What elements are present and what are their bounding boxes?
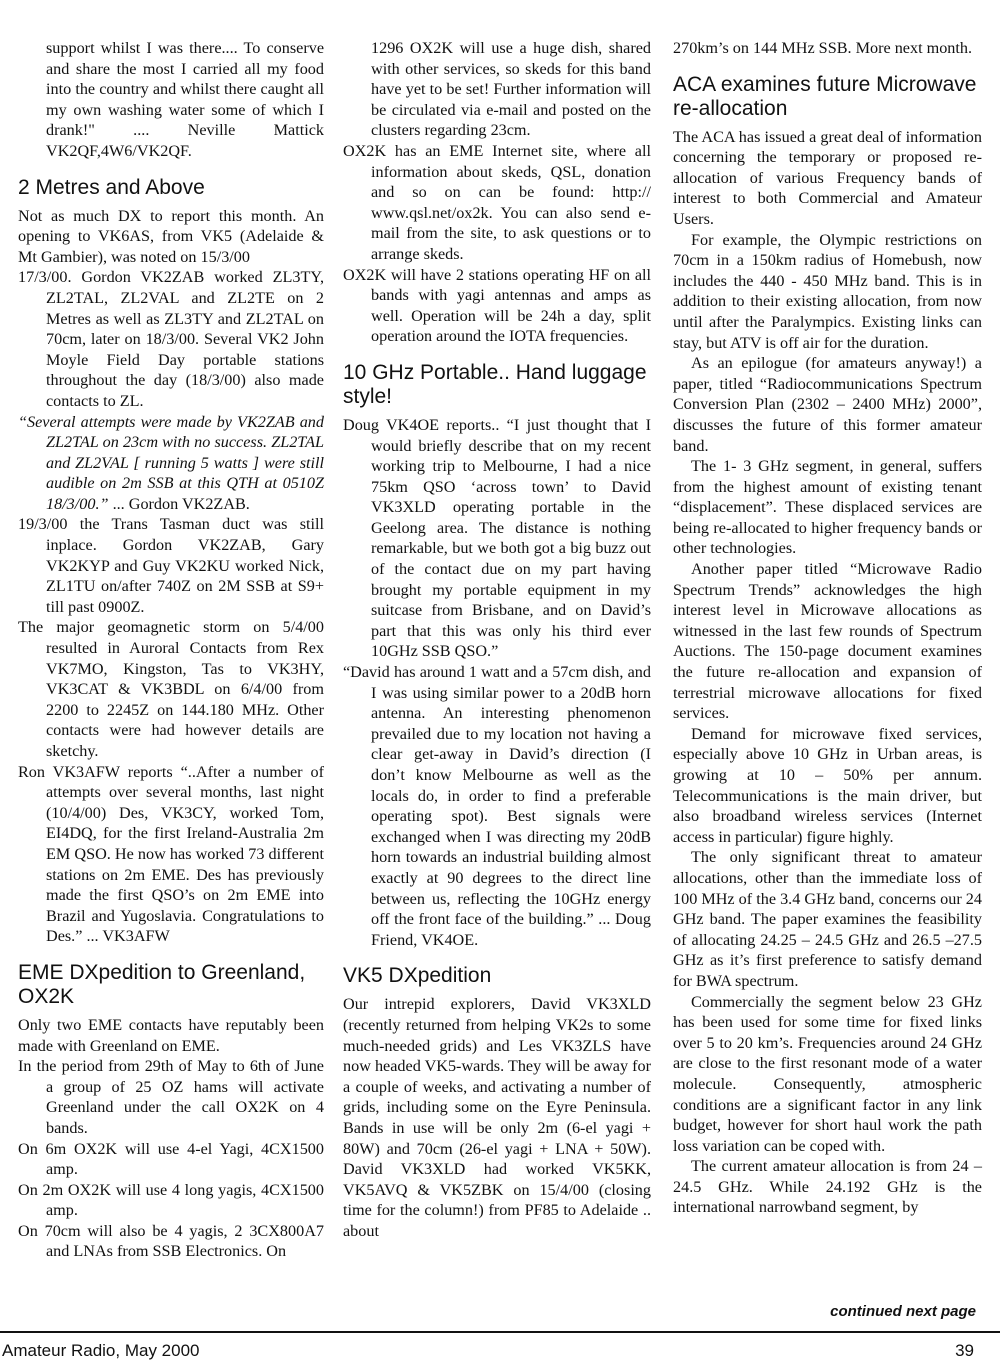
continued-next-page: continued next page [830,1303,976,1320]
paragraph-6m: On 6m OX2K will use 4-el Yagi, 4CX1500 amp. [18,1139,324,1179]
heading-aca-microwave: ACA examines future Microwave re-allocation [673,72,977,120]
paragraph-current-allocation: The current amateur allocation is from 24 – 24.5 GHz. While 24.192 GHz is the international narrowband segment, by [673,1157,982,1217]
paragraph-commercially: Commercially the segment below 23 GHz has been used for some time for fixed links over 5 to 20 km’s. Frequencies around 24 GHz are close to the first resonant mode of a water molecule. Consequently, atmospheric conditions are a significant factor in any link budget, however for short haul work the path loss variation can be coped with. [673,992,982,1155]
paragraph-ron-vk3afw: Ron VK3AFW reports “..After a number of attempts over several months, last night (10/4/00) Des, VK3CY, worked Tom, EI4DQ, for the first Ireland-Australia 2m EM QSO. He now has worked 73 different stations on 2m EME. Des has previously made the first QSO’s on 2m EME into Brazil and Yugoslavia. Congratulations to Des.” ... VK3AFW [18,762,324,946]
heading-vk5-dxpedition: VK5 DXpedition [343,964,492,988]
paragraph-2m: On 2m OX2K will use 4 long yagis, 4CX1500 amp. [18,1180,324,1220]
heading-10ghz-portable: 10 GHz Portable.. Hand luggage style! [343,360,647,408]
paragraph-quote-gordon [18,412,324,515]
paragraph-dx-report: Not as much DX to report this month. An opening to VK6AS, from VK5 (Adelaide & Mt Gambier), was noted on 15/3/00 [18,206,324,266]
paragraph-epilogue: As an epilogue (for amateurs anyway!) a paper, titled “Radiocommunications Spectrum Conversion Plan (2302 – 2400 MHz) 2000”, discusses the future of this former amateur band. [673,354,982,455]
footer-rule [0,1331,1000,1333]
paragraph-doug-reports: Doug VK4OE reports.. “I just thought that I would briefly describe that on my recent working trip to Melbourne, I had a nice 75km QSO ‘across town’ to David VK3XLD operating portable in the Geelong area. The distance is nothing remarkable, but we both got a big buzz out of the contact due on my part having brought my portable equipment in my suitcase from Brisbane, and on David’s part that this was only his third ever 10GHz SSB QSO.” [343,415,651,661]
paragraph-aca-issued: The ACA has issued a great deal of information concerning the temporary or proposed re-allocation of various Frequency bands of interest to both Commercial and Amateur Users. [673,127,982,228]
paragraph-greenland-contacts: Only two EME contacts have reputably been made with Greenland on EME. [18,1015,324,1055]
paragraph-intrepid-explorers: Our intrepid explorers, David VK3XLD (recently returned from helping VK2s to some much-needed grids) and Les VK3ZLS have now headed VK5-wards. They will be away for a couple of weeks, and activating a number of grids, including some on the Eyre Peninsula. Bands in use will be only 2m (6-el yagi + 80W) and 70cm (26-el yagi + LNA + 50W). David VK3XLD had worked VK5KK, VK5AVQ & VK5ZBK on 15/4/00 (closing time for the column!) from PF85 to Adelaide .. about [343,995,651,1240]
paragraph-hf-stations: OX2K will have 2 stations operating HF on all bands with yagi antennas and amps as well. Operation will be 24h a day, split operation around the IOTA frequencies. [343,265,651,346]
paragraph-demand: Demand for microwave fixed services, especially above 10 GHz in Urban areas, is growing at 10 – 50% per annum. Telecommunications is the main driver, but also broadband wireless services (Internet access in particular) figure highly. [673,724,982,846]
heading-eme-dxpedition: EME DXpedition to Greenland, OX2K [18,960,306,1008]
paragraph-olympic-restrictions: For example, the Olympic restrictions on 70cm in a 150km radius of Homebush, now includes the 440 - 450 MHz band. This is in addition to their existing allocation, from now until after the Paralympics. Existing links can stay, but ATV is off air for the duration. [673,230,982,352]
column-1 [18,38,324,1262]
paragraph-geomagnetic-storm: The major geomagnetic storm on 5/4/00 resulted in Auroral Contacts from Rex VK7MO, Kingston, Tas to VK3HY, VK3CAT & VK3BDL on 6/4/00 from 2200 to 2245Z on 144.180 MHz. Other contacts were had however details are sketchy. [18,618,324,760]
paragraph-oz-hams: In the period from 29th of May to 6th of June a group of 25 OZ hams will activate Greenland under the call OX2K on 4 bands. [18,1057,324,1137]
paragraph-david-1-watt: “David has around 1 watt and a 57cm dish, and I was using similar power to a 20dB horn antenna. An interesting phenomenon prevailed due to my location not having a clear get-away in David’s direction (I don’t know Melbourne as well as the locals do, in order to find a preferable operating spot). Best signals were exchanged when I was directing my 20dB horn towards an industrial building almost exactly at 90 degrees to the direct line between us, reflecting the 10GHz energy off the front face of the building.” ... Doug Friend, VK4OE. [343,663,651,949]
column-3 [673,38,982,1218]
column-2 [343,38,651,1241]
publication-name: Amateur Radio, May 2000 [2,1341,200,1360]
paragraph-spectrum-trends: Another paper titled “Microwave Radio Spectrum Trends” acknowledges the high interest level in Microwave allocations as witnessed in the last few rounds of Spectrum Auctions. The 150-page document examines the future re-allocation and expansion of terrestrial microwave allocations for fixed services. [673,560,982,723]
paragraph-19-3-00: 19/3/00 the Trans Tasman duct was still inplace. Gordon VK2ZAB, Gary VK2KYP and Guy VK2KU worked Nick, ZL1TU on/after 740Z on 2M SSB at S9+ till past 0900Z. [18,515,324,616]
paragraph-1-3-ghz: The 1- 3 GHz segment, in general, suffers from the highest amount of existing tenant “displacement”. These displaced services are being re-allocated to higher frequency bands or other technologies. [673,457,982,558]
paragraph-eme-site: OX2K has an EME Internet site, where all information about skeds, QSL, donation and so on can be found: http:// www.qsl.net/ox2k. You can also send e-mail from the site, to ask questions or to arrange skeds. [343,141,651,263]
quote-text: “Several attempts were made by VK2ZAB and ZL2TAL on 23cm with no success. ZL2TAL and ZL2VAL [ running 5 watts ] were still audible on 2m SSB at this QTH at 0510Z 18/3/00.” [18,412,324,513]
paragraph-17-3-00: 17/3/00. Gordon VK2ZAB worked ZL3TY, ZL2TAL, ZL2VAL and ZL2TE on 2 Metres as well as ZL3TY and ZL2TAL on 70cm, later on 18/3/00. Several VK2 John Moyle Field Day portable stations throughout the day (18/3/00) also made contacts to ZL. [18,268,324,410]
page-number: 39 [955,1341,974,1360]
paragraph-threat: The only significant threat to amateur allocations, other than the immediate loss of 100 MHz of the 3.4 GHz band, concerns our 24 GHz band. The paper examines the feasibility of allocating 24.25 – 24.5 GHz and 26.5 –27.5 GHz as it’s first preference to satisfy demand for BWA spectrum. [673,848,982,990]
paragraph-neville-ending: support whilst I was there.... To conserve and share the most I carried all my food into the country and whilst there caught all my own washing water some of which I drank!" .... Neville Mattick VK2QF,4W6/VK2QF. [46,39,324,160]
heading-2-metres: 2 Metres and Above [18,175,205,199]
paragraph-270km: 270km’s on 144 MHz SSB. More next month. [673,39,973,57]
paragraph-70cm: On 70cm will also be 4 yagis, 2 3CX800A7 and LNAs from SSB Electronics. On [18,1221,324,1261]
paragraph-1296: 1296 OX2K will use a huge dish, shared with other services, so skeds for this band have yet to be set! Further information will be circulated via e-mail and posted on the clusters regarding 23cm. [371,39,651,140]
quote-attribution: ... Gordon VK2ZAB. [108,494,250,513]
